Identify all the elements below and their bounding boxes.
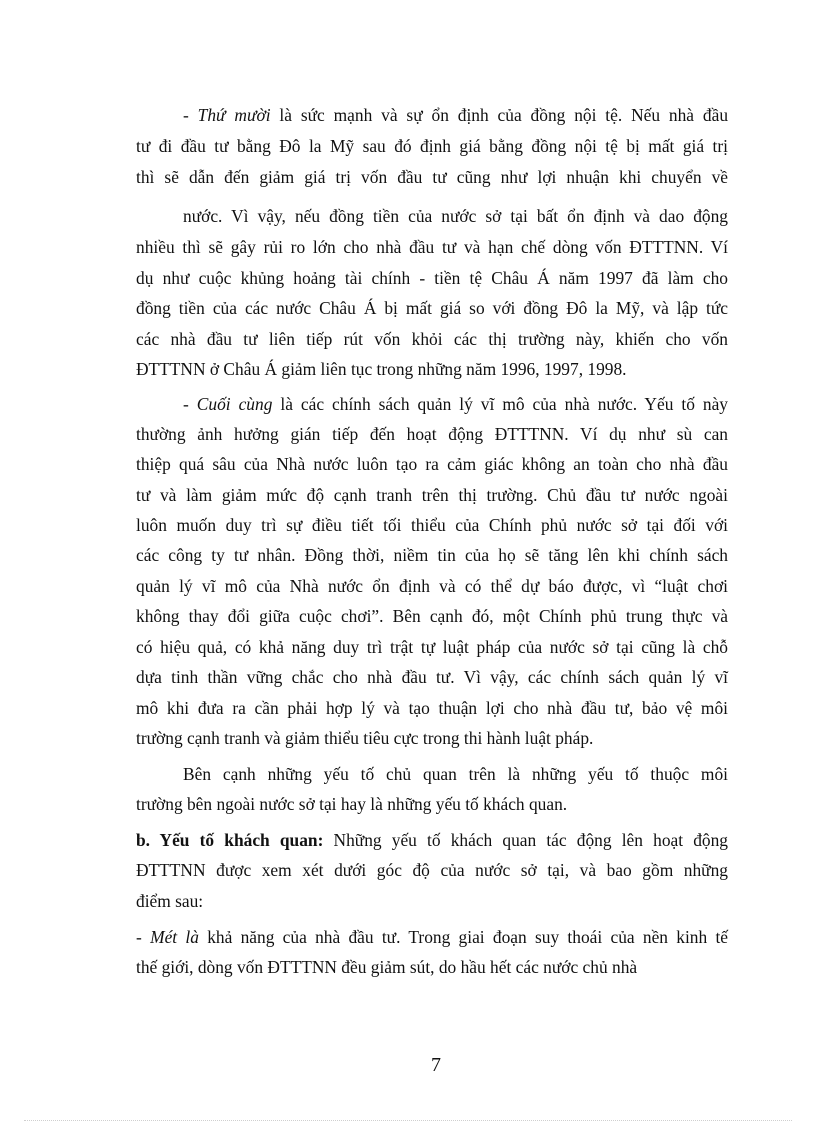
p1-line-5: nhiều thì sẽ gây rủi ro lớn cho nhà đầu tư và hạn chế dòng vốn ĐTTTNN. Ví	[136, 237, 728, 257]
p3-line-1: Bên cạnh những yếu tố chủ quan trên là những yếu tố thuộc môi	[183, 764, 728, 784]
p5-lead: Mét là	[150, 927, 199, 947]
p1-line-2: tư đi đầu tư bằng Đô la Mỹ sau đó định giá bằng đồng nội tệ bị mất giá trị	[136, 136, 728, 156]
p5-dash: -	[136, 927, 151, 947]
p2-line-5: luôn muốn duy trì sự điều tiết tối thiểu của Chính phủ nước sở tại đối với	[136, 515, 728, 535]
p4-line-2: ĐTTTNN được xem xét dưới góc độ của nước sở tại, và bao gồm những	[136, 860, 728, 880]
p2-line-6: các công ty tư nhân. Đồng thời, niềm tin của họ sẽ tăng lên khi chính sách	[136, 545, 728, 565]
p2-line-8: không thay đổi giữa cuộc chơi”. Bên cạnh đó, một Chính phủ trung thực và	[136, 606, 728, 626]
p5-line-1-text: khả năng của nhà đầu tư. Trong giai đoạn suy thoái của nền kinh tế	[198, 927, 729, 947]
p2-line-1-text: là các chính sách quản lý vĩ mô của nhà nước. Yếu tố này	[272, 394, 728, 414]
p2-line-1	[183, 392, 728, 416]
p1-dash: -	[183, 105, 198, 125]
p2-line-4: tư và làm giảm mức độ cạnh tranh trên thị trường. Chủ đầu tư nước ngoài	[136, 485, 728, 505]
p2-line-2: thường ảnh hưởng gián tiếp đến hoạt động ĐTTTNN. Ví dụ như sù can	[136, 424, 728, 444]
p1-line-4: nước. Vì vậy, nếu đồng tiền của nước sở tại bất ổn định và dao động	[183, 206, 728, 226]
p4-line-3: điểm sau:	[136, 891, 204, 911]
p2-line-3: thiệp quá sâu của Nhà nước luôn tạo ra cảm giác không an toàn cho nhà đầu	[136, 454, 728, 474]
p5-line-2: thế giới, dòng vốn ĐTTTNN đều giảm sút, do hầu hết các nước chủ nhà	[136, 957, 638, 977]
p2-line-7: quản lý vĩ mô của Nhà nước ổn định và có thể dự báo được, vì “luật chơi	[136, 576, 728, 596]
p2-line-11: mô khi đưa ra cần phải hợp lý và tạo thuận lợi cho nhà đầu tư, bảo vệ môi	[136, 698, 728, 718]
p4-line-1-text: Những yếu tố khách quan tác động lên hoạt động	[323, 830, 728, 850]
p2-line-10: dựa tinh thần vững chắc cho nhà đầu tư. Vì vậy, các chính sách quản lý vĩ	[136, 667, 728, 687]
p2-lead: Cuối cùng	[196, 394, 273, 414]
p1-lead: Thứ mười	[197, 105, 271, 125]
p3-line-2: trường bên ngoài nước sở tại hay là những yếu tố khách quan.	[136, 794, 568, 814]
p1-line-1-text: là sức mạnh và sự ổn định của đồng nội tệ. Nếu nhà đầu	[270, 105, 729, 125]
page-bottom-border	[24, 1120, 792, 1121]
p1-line-7: đồng tiền của các nước Châu Á bị mất giá so với đồng Đô la Mỹ, và lập tức	[136, 298, 728, 318]
p2-line-9: có hiệu quả, có khả năng duy trì trật tự luật pháp của nước sở tại cũng là chỗ	[136, 637, 728, 657]
p1-line-8: các nhà đầu tư liên tiếp rút vốn khỏi các thị trường này, khiến cho vốn	[136, 329, 728, 349]
section-heading: b. Yếu tố khách quan:	[136, 830, 324, 850]
p1-line-6: dụ như cuộc khủng hoảng tài chính - tiền tệ Châu Á năm 1997 đã làm cho	[136, 268, 728, 288]
p1-line-1	[183, 103, 728, 127]
p1-line-9: ĐTTTNN ở Châu Á giảm liên tục trong những năm 1996, 1997, 1998.	[136, 359, 627, 379]
p4-line-1	[136, 828, 728, 852]
p1-line-3: thì sẽ dẫn đến giảm giá trị vốn đầu tư cũng như lợi nhuận khi chuyển về	[136, 167, 728, 187]
p2-line-12: trường cạnh tranh và giảm thiểu tiêu cực trong thi hành luật pháp.	[136, 728, 594, 748]
p2-dash: -	[183, 394, 197, 414]
p5-line-1	[136, 925, 728, 949]
page-number: 7	[431, 1054, 441, 1076]
